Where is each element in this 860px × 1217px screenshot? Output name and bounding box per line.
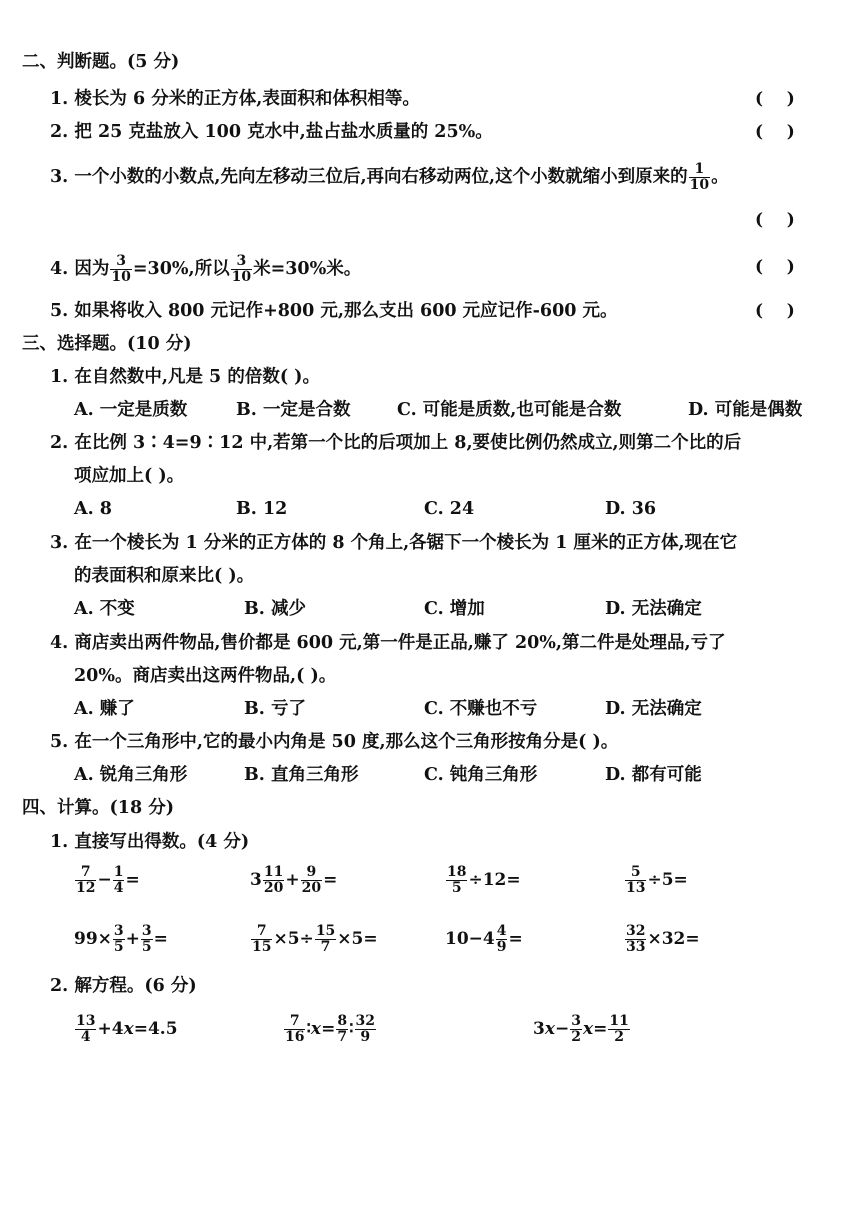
judge-q1: 1. 棱长为 6 分米的正方体,表面积和体积相等。	[50, 89, 420, 109]
choice-q2-option-a[interactable]: A. 8	[74, 499, 112, 519]
expr-6: $\frac{7}{15}$ ×5÷ $\frac{15}{7}$ ×5=	[252, 923, 378, 955]
choice-q1: 1. 在自然数中,凡是 5 的倍数( )。	[50, 367, 320, 387]
choice-q4-option-a[interactable]: A. 赚了	[74, 699, 135, 719]
choice-q5-option-a[interactable]: A. 锐角三角形	[74, 765, 188, 785]
choice-q1-option-d[interactable]: D. 可能是偶数	[688, 400, 803, 420]
answer-bracket[interactable]: ( )	[755, 89, 795, 109]
equation-3: 3x− $\frac{3}{2}$ x= $\frac{11}{2}$	[533, 1013, 629, 1045]
choice-q1-option-b[interactable]: B. 一定是合数	[236, 400, 351, 420]
answer-bracket[interactable]: ( )	[755, 122, 795, 142]
section-4-title: 四、计算。(18 分)	[22, 798, 175, 818]
choice-q3-option-c[interactable]: C. 增加	[424, 599, 485, 619]
expr-2: 3 $\frac{11}{20}$ + $\frac{9}{20}$ =	[250, 864, 338, 896]
fraction: $\frac{3}{10}$	[111, 253, 131, 285]
answer-bracket[interactable]: ( )	[755, 301, 795, 321]
fraction: $\frac{13}{4}$	[76, 1013, 96, 1045]
choice-q4-line1: 4. 商店卖出两件物品,售价都是 600 元,第一件是正品,赚了 20%,第二件是处理品,亏了	[50, 633, 726, 653]
answer-bracket[interactable]: ( )	[755, 257, 795, 277]
expr-5: 99× $\frac{3}{5}$ + $\frac{3}{5}$ =	[74, 923, 168, 955]
judge-q5: 5. 如果将收入 800 元记作+800 元,那么支出 600 元应记作-600 元。	[50, 301, 618, 321]
choice-q2-option-b[interactable]: B. 12	[236, 499, 288, 519]
fraction: $\frac{3}{10}$	[231, 253, 252, 285]
judge-q4: 4. 因为 $\frac{3}{10}$ =30%,所以 $\frac{3}{10}$ 米=30%米。	[50, 253, 362, 285]
judge-q3-text: 3. 一个小数的小数点,先向左移动三位后,再向右移动两位,这个小数就缩小到原来的	[50, 167, 688, 187]
choice-q3-option-b[interactable]: B. 减少	[244, 599, 306, 619]
fraction: $\frac{9}{20}$	[301, 864, 322, 896]
choice-q2-option-c[interactable]: C. 24	[424, 499, 475, 519]
choice-q2-line2: 项应加上( )。	[74, 466, 185, 486]
expr-3: $\frac{18}{5}$ ÷12=	[447, 864, 521, 896]
fraction: $\frac{3}{5}$	[113, 923, 124, 955]
fraction: $\frac{3}{2}$	[571, 1013, 581, 1045]
expr-8: $\frac{32}{33}$ ×32=	[626, 923, 700, 955]
fraction: $\frac{1}{4}$	[113, 864, 124, 896]
choice-q5: 5. 在一个三角形中,它的最小内角是 50 度,那么这个三角形按角分是( )。	[50, 732, 619, 752]
equation-2: $\frac{7}{16}$ ∶x= $\frac{8}{7}$ ∶ $\frac{32}{9}$	[285, 1013, 375, 1045]
fraction: $\frac{11}{20}$	[263, 864, 284, 896]
choice-q1-option-c[interactable]: C. 可能是质数,也可能是合数	[397, 400, 622, 420]
fraction: $\frac{7}{16}$	[285, 1013, 305, 1045]
choice-q4-option-b[interactable]: B. 亏了	[244, 699, 306, 719]
expr-1: $\frac{7}{12}$ − $\frac{1}{4}$ =	[76, 864, 140, 896]
fraction: $\frac{4}{9}$	[496, 923, 507, 955]
fraction: $\frac{15}{7}$	[315, 923, 336, 955]
expr-4: $\frac{5}{13}$ ÷5=	[626, 864, 688, 896]
fraction: $\frac{3}{5}$	[141, 923, 152, 955]
choice-q3-option-d[interactable]: D. 无法确定	[605, 599, 702, 619]
fraction: $\frac{7}{12}$	[76, 864, 96, 896]
choice-q4-option-c[interactable]: C. 不赚也不亏	[424, 699, 538, 719]
answer-bracket[interactable]: ( )	[755, 210, 795, 230]
fraction: $\frac{32}{9}$	[355, 1013, 375, 1045]
fraction: $\frac{8}{7}$	[337, 1013, 348, 1045]
fraction: $\frac{1}{10}$	[689, 161, 710, 193]
judge-q3: 3. 一个小数的小数点,先向左移动三位后,再向右移动两位,这个小数就缩小到原来的 $\frac{1}{10}$ 。	[50, 161, 729, 193]
choice-q5-option-d[interactable]: D. 都有可能	[605, 765, 702, 785]
fraction: $\frac{32}{33}$	[626, 923, 646, 955]
choice-q5-option-b[interactable]: B. 直角三角形	[244, 765, 359, 785]
section-2-title: 二、判断题。(5 分)	[22, 52, 180, 72]
choice-q5-option-c[interactable]: C. 钝角三角形	[424, 765, 538, 785]
fraction: $\frac{11}{2}$	[609, 1013, 629, 1045]
choice-q3-option-a[interactable]: A. 不变	[74, 599, 135, 619]
equation-1: $\frac{13}{4}$ +4x=4.5	[76, 1013, 178, 1045]
solve-equation-heading: 2. 解方程。(6 分)	[50, 976, 197, 996]
fraction: $\frac{18}{5}$	[447, 864, 467, 896]
choice-q4-option-d[interactable]: D. 无法确定	[605, 699, 702, 719]
section-3-title: 三、选择题。(10 分)	[22, 334, 192, 354]
fraction: $\frac{7}{15}$	[252, 923, 272, 955]
choice-q1-option-a[interactable]: A. 一定是质数	[74, 400, 188, 420]
choice-q2-line1: 2. 在比例 3∶4=9∶12 中,若第一个比的后项加上 8,要使比例仍然成立,则第二个比的后	[50, 433, 742, 453]
judge-q2: 2. 把 25 克盐放入 100 克水中,盐占盐水质量的 25%。	[50, 122, 493, 142]
choice-q4-line2: 20%。商店卖出这两件物品,( )。	[74, 666, 337, 686]
expr-7: 10−4 $\frac{4}{9}$ =	[445, 923, 523, 955]
fraction: $\frac{5}{13}$	[626, 864, 646, 896]
direct-answer-heading: 1. 直接写出得数。(4 分)	[50, 832, 250, 852]
choice-q3-line2: 的表面积和原来比( )。	[74, 566, 255, 586]
choice-q3-line1: 3. 在一个棱长为 1 分米的正方体的 8 个角上,各锯下一个棱长为 1 厘米的正方体,现在它	[50, 533, 738, 553]
choice-q2-option-d[interactable]: D. 36	[605, 499, 657, 519]
